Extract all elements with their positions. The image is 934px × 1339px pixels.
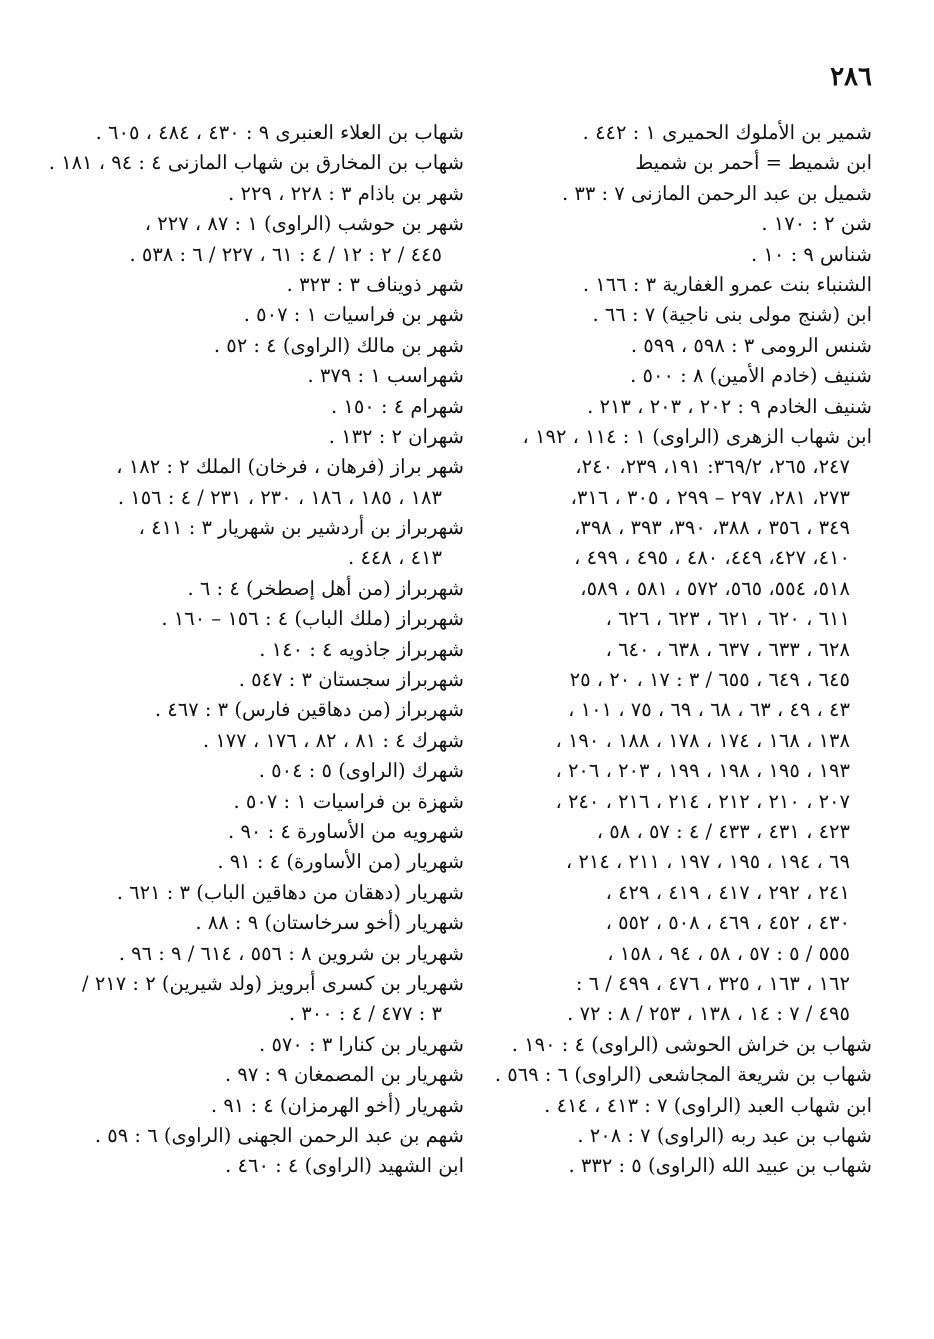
index-entry-continuation: ٢٠٧ ، ٢١٠ ، ٢١٢ ، ٢١٤ ، ٢١٦ ، ٢٤٠ ، [555, 789, 850, 813]
index-entry-continuation: ٦٢٨ ، ٦٣٣ ، ٦٣٧ ، ٦٣٨ ، ٦٤٠ ، [605, 637, 850, 661]
index-entry-continuation: ٤٤٥ / ٢ : ١٢ / ٤ : ٦١ ، ٢٢٧ / ٦ : ٥٣٨ . [129, 242, 442, 266]
index-entry: شهاب بن خراش الحوشى (الراوى) ٤ : ١٩٠ . [511, 1032, 872, 1056]
index-entry: شهرويه من الأساورة ٤ : ٩٠ . [228, 819, 464, 843]
index-entry: شهربراز (من دهاقين فارس) ٣ : ٤٦٧ . [154, 698, 464, 722]
index-entry: شهزة بن فراسيات ١ : ٥٠٧ . [233, 789, 464, 813]
index-column-left [48, 118, 464, 1182]
index-entry: شهريار (أخو سرخاستان) ٩ : ٨٨ . [195, 911, 464, 935]
index-entry: شميل بن عبد الرحمن المازنى ٧ : ٣٣ . [561, 181, 872, 205]
index-entry: شهراسب ١ : ٣٧٩ . [307, 364, 464, 388]
index-entry: ابن شهاب العبد (الراوى) ٧ : ٤١٣ ، ٤١٤ . [544, 1093, 872, 1117]
index-entry: شهاب بن العلاء العنبرى ٩ : ٤٣٠ ، ٤٨٤ ، ٦٠٥ . [95, 121, 464, 144]
index-entry-continuation: ٤٢٣ ، ٤٣١ ، ٤٣٣ / ٤ : ٥٧ ، ٥٨ ، [596, 819, 850, 843]
index-entry: شهم بن عبد الرحمن الجهنى (الراوى) ٦ : ٥٩ . [94, 1123, 464, 1147]
index-entry: شنيف الخادم ٩ : ٢٠٢ ، ٢٠٣ ، ٢١٣ . [587, 394, 872, 418]
index-entry: شهر بن فراسيات ١ : ٥٠٧ . [243, 303, 464, 327]
index-entry-continuation: ٢٤٧، ٢٦٥، ٣٦٩/٢: ١٩١، ٢٣٩، ٢٤٠، [575, 455, 850, 479]
index-entry: شهربراز جاذويه ٤ : ١٤٠ . [259, 637, 464, 661]
index-entry: ابن شهاب الزهرى (الراوى) ١ : ١١٤ ، ١٩٢ ، [522, 424, 872, 448]
index-entry-continuation: ٥١٨، ٥٥٤، ٥٦٥، ٥٧٢ ، ٥٨١ ، ٥٨٩، [580, 576, 850, 600]
index-entry: شهريار (أخو الهرمزان) ٤ : ٩١ . [210, 1093, 464, 1117]
index-entry-continuation: ٢٤١ ، ٢٩٢ ، ٤١٧ ، ٤١٩ ، ٤٢٩ ، [605, 880, 850, 904]
index-entry: شنس الرومى ٣ : ٥٩٨ ، ٥٩٩ . [630, 333, 872, 357]
index-entry: شهرك ٤ : ٨١ ، ٨٢ ، ١٧٦ ، ١٧٧ . [202, 728, 464, 752]
index-entry: شهاب بن المخارق بن شهاب المازنى ٤ : ٩٤ ، ١٨١ . [48, 151, 464, 175]
index-entry: ابن (شنج مولى بنى ناجية) ٧ : ٦٦ . [592, 303, 872, 327]
index-entry: شهريار بن كنارا ٣ : ٥٧٠ . [259, 1032, 464, 1056]
index-entry: شهر بن حوشب (الراوى) ١ : ٨٧ ، ٢٢٧ ، [144, 212, 464, 236]
index-entry: شهر بن باذام ٣ : ٢٢٨ ، ٢٢٩ . [228, 181, 464, 205]
index-entry: شنيف (خادم الأمين) ٨ : ٥٠٠ . [630, 364, 872, 388]
index-entry-continuation: ٣٤٩ ، ٣٥٦ ، ٣٨٨، ٣٩٠، ٣٩٣ ، ٣٩٨، [574, 516, 850, 540]
index-entry: شهربراز بن أردشير بن شهريار ٣ : ٤١١ ، [138, 516, 464, 540]
index-entry-continuation: ٥٥٥ / ٥ : ٥٧ ، ٥٨ ، ٩٤ ، ١٥٨ ، [607, 941, 850, 965]
index-entry: شهريار بن شروين ٨ : ٥٥٦ ، ٦١٤ / ٩ : ٩٦ . [118, 941, 464, 965]
index-entry: شهر بن مالك (الراوى) ٤ : ٥٢ . [213, 333, 464, 357]
index-entry-continuation: ٤٩٥ / ٧ : ١٤ ، ١٣٨ ، ٢٥٣ / ٨ : ٧٢ . [567, 1002, 850, 1026]
page-number: ٢٨٦ [830, 62, 872, 92]
index-entry: شمير بن الأملوك الحميرى ١ : ٤٤٢ . [582, 121, 872, 144]
index-entry: شهريار بن كسرى أبرويز (ولد شيرين) ٢ : ٢١٧ / [82, 971, 464, 995]
index-entry: شهر ذويناف ٣ : ٣٢٣ . [286, 272, 464, 296]
index-entry: شهربراز سجستان ٣ : ٥٤٧ . [238, 668, 464, 692]
index-entry-continuation: ١٩٣ ، ١٩٥ ، ١٩٨ ، ١٩٩ ، ٢٠٣ ، ٢٠٦ ، [555, 759, 850, 783]
index-entry: شهربراز (ملك الباب) ٤ : ١٥٦ – ١٦٠ . [161, 607, 464, 631]
index-entry: شهرام ٤ : ١٥٠ . [330, 394, 464, 418]
index-entry: شهريار (من الأساورة) ٤ : ٩١ . [217, 850, 464, 874]
index-entry: شهريار (دهقان من دهاقين الباب) ٣ : ٦٢١ . [116, 880, 464, 904]
index-entry-continuation: ٦١١ ، ٦٢٠ ، ٦٢١ ، ٦٢٣ ، ٦٢٦ ، [605, 607, 850, 631]
index-entry-continuation: ٢٧٣، ٢٨١، ٢٩٧ – ٢٩٩ ، ٣٠٥ ، ٣١٦، [570, 485, 850, 509]
index-entry-continuation: ١٦٢ ، ١٦٣ ، ٣٢٥ ، ٤٧٦ ، ٤٩٩ / ٦ : [575, 971, 850, 995]
index-entry-continuation: ٣ : ٤٧٧ / ٤ : ٣٠٠ . [288, 1002, 442, 1026]
index-entry: شهاب بن شريعة المجاشعى (الراوى) ٦ : ٥٦٩ . [494, 1063, 872, 1087]
index-entry: شهريار بن المصمغان ٩ : ٩٧ . [224, 1063, 464, 1087]
index-entry: ابن شميط = أحمر بن شميط [635, 151, 872, 175]
index-entry: شهر براز (فرهان ، فرخان) الملك ٢ : ١٨٢ ، [116, 455, 464, 479]
index-entry: شهربراز (من أهل إصطخر) ٤ : ٦ . [187, 576, 464, 600]
index-entry-continuation: ٤٣ ، ٤٩ ، ٦٣ ، ٦٨ ، ٦٩ ، ٧٥ ، ١٠١ ، [568, 698, 850, 722]
index-entry-continuation: ١٣٨ ، ١٦٨ ، ١٧٤ ، ١٧٨ ، ١٨٨ ، ١٩٠ ، [555, 728, 850, 752]
index-entry-continuation: ١٨٣ ، ١٨٥ ، ١٨٦ ، ٢٣٠ ، ٢٣١ / ٤ : ١٥٦ . [117, 485, 442, 509]
index-entry-continuation: ٤٣٠ ، ٤٥٢ ، ٤٦٩ ، ٥٠٨ ، ٥٥٢ ، [605, 911, 850, 935]
index-column-right [492, 118, 872, 1182]
index-entry-continuation: ٦٩ ، ١٩٤ ، ١٩٥ ، ١٩٧ ، ٢١١ ، ٢١٤ ، [565, 850, 850, 874]
index-entry-continuation: ٦٤٥ ، ٦٤٩ ، ٦٥٥ / ٣ : ١٧ ، ٢٠ ، ٢٥ [569, 668, 850, 692]
index-entry-continuation: ٤١٠، ٤٢٧، ٤٤٩، ٤٨٠ ، ٤٩٥ ، ٤٩٩ ، [574, 546, 850, 570]
index-entry: شن ٢ : ١٧٠ . [761, 212, 872, 236]
index-entry: ابن الشهيد (الراوى) ٤ : ٤٦٠ . [225, 1154, 464, 1178]
index-entry: شهرك (الراوى) ٥ : ٥٠٤ . [258, 759, 464, 783]
index-entry: الشنباء بنت عمرو الغفارية ٣ : ١٦٦ . [582, 272, 872, 296]
index-entry: شناس ٩ : ١٠ . [751, 242, 872, 266]
index-entry: شهاب بن عبيد الله (الراوى) ٥ : ٣٣٢ . [568, 1154, 872, 1178]
index-entry: شهاب بن عبد ربه (الراوى) ٧ : ٢٠٨ . [577, 1123, 872, 1147]
index-entry-continuation: ٤١٣ ، ٤٤٨ . [348, 546, 442, 570]
index-entry: شهران ٢ : ١٣٢ . [328, 424, 464, 448]
